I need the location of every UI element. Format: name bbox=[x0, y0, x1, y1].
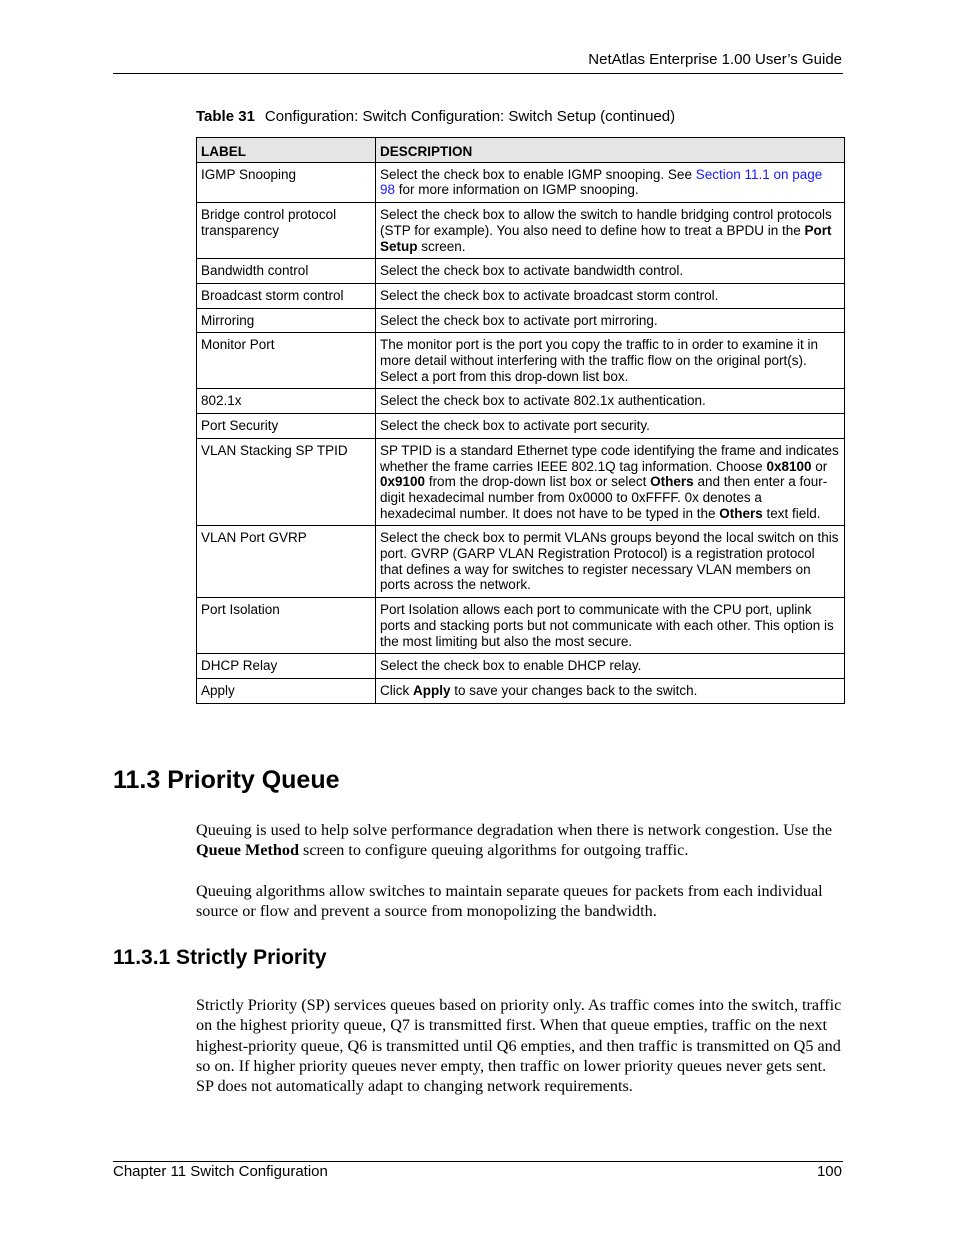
table-row bbox=[197, 203, 845, 259]
table-caption-number: Table 31 bbox=[196, 108, 255, 125]
column-header-description: DESCRIPTION bbox=[376, 138, 845, 163]
bold-term: Port Setup bbox=[380, 222, 832, 254]
table-row bbox=[197, 414, 845, 439]
description-text: Select the check box to enable DHCP relay. bbox=[380, 658, 642, 674]
running-header: NetAtlas Enterprise 1.00 User’s Guide bbox=[588, 51, 842, 68]
row-description bbox=[376, 526, 845, 598]
description-text: Select the check box to activate bandwidth control. bbox=[380, 263, 684, 279]
footer-chapter: Chapter 11 Switch Configuration bbox=[113, 1163, 328, 1180]
table-row bbox=[197, 389, 845, 414]
row-label: IGMP Snooping bbox=[197, 162, 376, 202]
table-header-row bbox=[197, 138, 845, 163]
table-row bbox=[197, 308, 845, 333]
description-text: screen. bbox=[417, 238, 466, 254]
row-label: Bridge control protocol transparency bbox=[197, 203, 376, 259]
description-text: Port Isolation allows each port to communicate with the CPU port, uplink ports and stacking ports but not communicate with each other. This option is the most limiting but also the most secure. bbox=[380, 602, 834, 649]
row-description bbox=[376, 203, 845, 259]
bold-term: Others bbox=[719, 505, 763, 521]
row-label: 802.1x bbox=[197, 389, 376, 414]
table-row bbox=[197, 162, 845, 202]
table-row bbox=[197, 526, 845, 598]
row-description bbox=[376, 389, 845, 414]
row-description bbox=[376, 654, 845, 679]
section-heading: 11.3 Priority Queue bbox=[113, 766, 340, 794]
description-text: Select the check box to permit VLANs groups beyond the local switch on this port. GVRP (GARP VLAN Registration Protocol) is a registration protocol that defines a way for switches to register necessary VLAN members on ports across the network. bbox=[380, 530, 839, 593]
row-description bbox=[376, 283, 845, 308]
section-paragraph-1 bbox=[196, 820, 846, 861]
row-description bbox=[376, 259, 845, 284]
table-row bbox=[197, 283, 845, 308]
row-label: Bandwidth control bbox=[197, 259, 376, 284]
row-label: Mirroring bbox=[197, 308, 376, 333]
subsection-paragraph: Strictly Priority (SP) services queues based on priority only. As traffic comes into the switch, traffic on the highest priority queue, Q7 is transmitted first. When that queue empties, traffic on the next highest-priority queue, Q6 is transmitted until Q6 empties, and then traffic is transmitted on Q5 and so on. If higher priority queues never empty, then traffic on lower priority queues never gets sent. SP does not automatically adapt to changing network requirements. bbox=[196, 996, 842, 1096]
description-text: or bbox=[811, 458, 828, 474]
row-label: Monitor Port bbox=[197, 333, 376, 389]
switch-setup-table bbox=[196, 137, 845, 704]
row-label: VLAN Stacking SP TPID bbox=[197, 438, 376, 526]
row-description bbox=[376, 308, 845, 333]
para1-bold-term: Queue Method bbox=[196, 841, 299, 860]
description-text: Select the check box to activate port security. bbox=[380, 418, 650, 434]
description-text: for more information on IGMP snooping. bbox=[395, 182, 639, 198]
table-body bbox=[197, 162, 845, 703]
bold-term: Apply bbox=[413, 682, 451, 698]
table-row bbox=[197, 438, 845, 526]
bold-term: Others bbox=[650, 474, 694, 490]
description-text: Select the check box to activate port mirroring. bbox=[380, 312, 658, 328]
description-text: The monitor port is the port you copy the traffic to in order to examine it in more detail without interfering with the traffic flow on the original port(s). Select a port from this drop-down list box. bbox=[380, 337, 818, 384]
row-description bbox=[376, 678, 845, 703]
footer-rule bbox=[113, 1161, 843, 1162]
table-row bbox=[197, 678, 845, 703]
table-row bbox=[197, 598, 845, 654]
row-label: DHCP Relay bbox=[197, 654, 376, 679]
description-text: from the drop-down list box or select bbox=[425, 474, 651, 490]
table-row bbox=[197, 259, 845, 284]
description-text: Select the check box to activate broadcast storm control. bbox=[380, 287, 719, 303]
section-paragraph-2: Queuing algorithms allow switches to maintain separate queues for packets from each individual source or flow and prevent a source from monopolizing the bandwidth. bbox=[196, 882, 823, 921]
description-text: Select the check box to allow the switch to handle bridging control protocols (STP for example). You also need to define how to treat a BPDU in the bbox=[380, 207, 832, 238]
table-row bbox=[197, 333, 845, 389]
row-label: Apply bbox=[197, 678, 376, 703]
description-text: Select the check box to enable IGMP snooping. See bbox=[380, 166, 696, 182]
footer-page-number: 100 bbox=[816, 1163, 842, 1180]
bold-term: 0x8100 bbox=[766, 458, 812, 474]
bold-term: 0x9100 bbox=[380, 474, 426, 490]
description-text: text field. bbox=[762, 505, 821, 521]
table-row bbox=[197, 654, 845, 679]
column-header-label: LABEL bbox=[197, 138, 376, 163]
header-rule bbox=[113, 73, 843, 74]
row-description bbox=[376, 162, 845, 202]
row-label: Broadcast storm control bbox=[197, 283, 376, 308]
row-description bbox=[376, 438, 845, 526]
cross-reference-link[interactable]: Section 11.1 on page 98 bbox=[380, 166, 823, 198]
row-label: Port Security bbox=[197, 414, 376, 439]
para1-text-start: Queuing is used to help solve performance degradation when there is network congestion. Use the bbox=[196, 821, 833, 839]
subsection-heading: 11.3.1 Strictly Priority bbox=[113, 946, 327, 969]
row-label: VLAN Port GVRP bbox=[197, 526, 376, 598]
description-text: to save your changes back to the switch. bbox=[450, 682, 698, 698]
table-caption bbox=[196, 108, 675, 125]
row-description bbox=[376, 333, 845, 389]
description-text: SP TPID is a standard Ethernet type code identifying the frame and indicates whether the frame carries IEEE 802.1Q tag information. Choose bbox=[380, 442, 839, 474]
table-caption-text: Configuration: Switch Configuration: Switch Setup (continued) bbox=[264, 108, 676, 125]
row-label: Port Isolation bbox=[197, 598, 376, 654]
description-text: Click bbox=[380, 682, 413, 698]
row-description bbox=[376, 414, 845, 439]
para1-text-end: screen to configure queuing algorithms for outgoing traffic. bbox=[298, 841, 689, 860]
description-text: and then enter a four-digit hexadecimal number from 0x0000 to 0xFFFF. 0x denotes a hexadecimal number. It does not have to be typed in the bbox=[380, 474, 828, 521]
row-description bbox=[376, 598, 845, 654]
description-text: Select the check box to activate 802.1x authentication. bbox=[380, 393, 706, 409]
